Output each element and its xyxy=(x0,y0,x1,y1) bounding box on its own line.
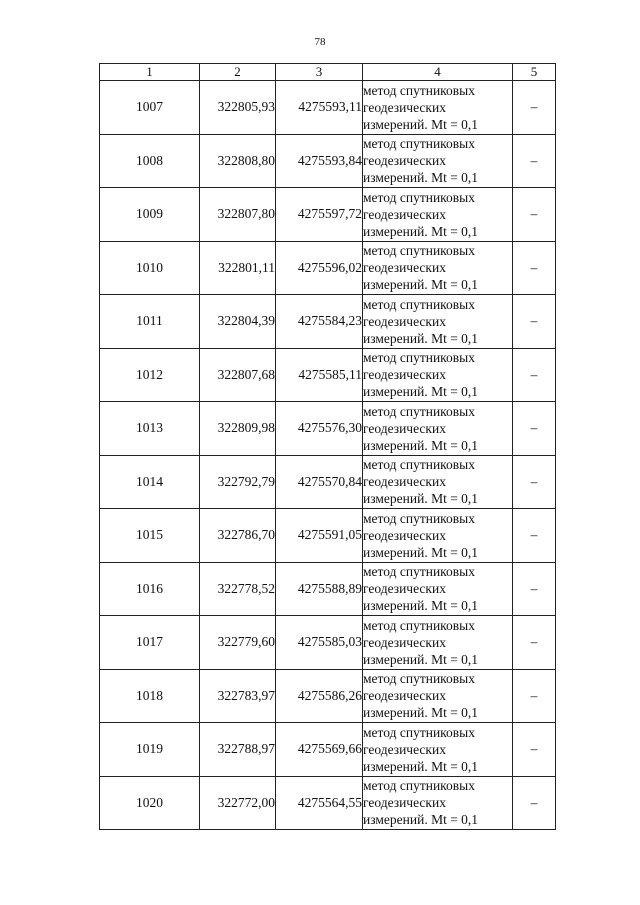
y-coordinate-cell: 4275586,26 xyxy=(276,669,363,723)
method-line: измерений. Mt = 0,1 xyxy=(363,170,479,186)
table-row xyxy=(100,348,556,402)
y-coordinate-cell: 4275588,89 xyxy=(276,562,363,616)
point-number-cell: 1019 xyxy=(100,723,200,777)
method-line: измерений. Mt = 0,1 xyxy=(363,437,479,453)
method-line: геодезических xyxy=(363,99,446,115)
method-line: геодезических xyxy=(363,153,446,169)
x-coordinate-cell: 322801,11 xyxy=(200,241,276,295)
point-number-cell: 1012 xyxy=(100,348,200,402)
x-coordinate-cell: 322788,97 xyxy=(200,723,276,777)
method-line: метод спутниковых xyxy=(363,350,475,366)
method-cell xyxy=(363,134,513,188)
method-line: метод спутниковых xyxy=(363,457,475,473)
method-line: метод спутниковых xyxy=(363,778,475,794)
note-cell: – xyxy=(513,134,556,188)
table-row xyxy=(100,562,556,616)
y-coordinate-cell: 4275569,66 xyxy=(276,723,363,777)
table-row xyxy=(100,776,556,830)
note-cell: – xyxy=(513,295,556,349)
method-line: измерений. Mt = 0,1 xyxy=(363,491,479,507)
method-cell xyxy=(363,348,513,402)
method-line: метод спутниковых xyxy=(363,82,475,98)
coordinates-table xyxy=(99,63,556,830)
method-line: геодезических xyxy=(363,741,446,757)
point-number-cell: 1008 xyxy=(100,134,200,188)
point-number-cell: 1014 xyxy=(100,455,200,509)
x-coordinate-cell: 322804,39 xyxy=(200,295,276,349)
method-line: метод спутниковых xyxy=(363,243,475,259)
method-line: геодезических xyxy=(363,581,446,597)
method-line: геодезических xyxy=(363,634,446,650)
point-number-cell: 1017 xyxy=(100,616,200,670)
header-col-1: 1 xyxy=(100,64,200,81)
method-line: геодезических xyxy=(363,313,446,329)
y-coordinate-cell: 4275576,30 xyxy=(276,402,363,456)
method-cell xyxy=(363,241,513,295)
x-coordinate-cell: 322805,93 xyxy=(200,81,276,135)
method-cell xyxy=(363,188,513,242)
table-row xyxy=(100,295,556,349)
table-header-row xyxy=(100,64,556,81)
note-cell: – xyxy=(513,81,556,135)
header-col-2: 2 xyxy=(200,64,276,81)
method-cell xyxy=(363,616,513,670)
y-coordinate-cell: 4275585,03 xyxy=(276,616,363,670)
y-coordinate-cell: 4275570,84 xyxy=(276,455,363,509)
method-line: измерений. Mt = 0,1 xyxy=(363,116,479,132)
method-line: метод спутниковых xyxy=(363,671,475,687)
method-line: измерений. Mt = 0,1 xyxy=(363,598,479,614)
note-cell: – xyxy=(513,616,556,670)
method-line: метод спутниковых xyxy=(363,510,475,526)
header-col-3: 3 xyxy=(276,64,363,81)
method-cell xyxy=(363,455,513,509)
point-number-cell: 1009 xyxy=(100,188,200,242)
method-line: метод спутниковых xyxy=(363,189,475,205)
x-coordinate-cell: 322772,00 xyxy=(200,776,276,830)
x-coordinate-cell: 322807,68 xyxy=(200,348,276,402)
note-cell: – xyxy=(513,188,556,242)
note-cell: – xyxy=(513,723,556,777)
table-row xyxy=(100,669,556,723)
table-body xyxy=(100,81,556,830)
table-row xyxy=(100,402,556,456)
method-line: метод спутниковых xyxy=(363,617,475,633)
x-coordinate-cell: 322783,97 xyxy=(200,669,276,723)
note-cell: – xyxy=(513,455,556,509)
method-line: измерений. Mt = 0,1 xyxy=(363,330,479,346)
method-line: метод спутниковых xyxy=(363,564,475,580)
method-line: измерений. Mt = 0,1 xyxy=(363,277,479,293)
method-line: метод спутниковых xyxy=(363,403,475,419)
method-line: измерений. Mt = 0,1 xyxy=(363,758,479,774)
method-line: измерений. Mt = 0,1 xyxy=(363,384,479,400)
method-line: измерений. Mt = 0,1 xyxy=(363,223,479,239)
note-cell: – xyxy=(513,509,556,563)
x-coordinate-cell: 322807,80 xyxy=(200,188,276,242)
method-line: геодезических xyxy=(363,527,446,543)
note-cell: – xyxy=(513,669,556,723)
x-coordinate-cell: 322809,98 xyxy=(200,402,276,456)
table-row xyxy=(100,81,556,135)
y-coordinate-cell: 4275585,11 xyxy=(276,348,363,402)
y-coordinate-cell: 4275584,23 xyxy=(276,295,363,349)
method-cell xyxy=(363,669,513,723)
x-coordinate-cell: 322778,52 xyxy=(200,562,276,616)
method-line: геодезических xyxy=(363,260,446,276)
note-cell: – xyxy=(513,241,556,295)
point-number-cell: 1018 xyxy=(100,669,200,723)
point-number-cell: 1020 xyxy=(100,776,200,830)
method-cell xyxy=(363,562,513,616)
point-number-cell: 1007 xyxy=(100,81,200,135)
note-cell: – xyxy=(513,562,556,616)
method-line: геодезических xyxy=(363,206,446,222)
point-number-cell: 1013 xyxy=(100,402,200,456)
point-number-cell: 1015 xyxy=(100,509,200,563)
method-cell xyxy=(363,776,513,830)
header-col-4: 4 xyxy=(363,64,513,81)
method-line: метод спутниковых xyxy=(363,724,475,740)
point-number-cell: 1010 xyxy=(100,241,200,295)
table-row xyxy=(100,723,556,777)
y-coordinate-cell: 4275591,05 xyxy=(276,509,363,563)
method-cell xyxy=(363,81,513,135)
note-cell: – xyxy=(513,402,556,456)
method-line: измерений. Mt = 0,1 xyxy=(363,812,479,828)
note-cell: – xyxy=(513,348,556,402)
method-line: метод спутниковых xyxy=(363,296,475,312)
table-row xyxy=(100,188,556,242)
x-coordinate-cell: 322792,79 xyxy=(200,455,276,509)
point-number-cell: 1011 xyxy=(100,295,200,349)
table-row xyxy=(100,241,556,295)
method-cell xyxy=(363,402,513,456)
x-coordinate-cell: 322786,70 xyxy=(200,509,276,563)
method-line: измерений. Mt = 0,1 xyxy=(363,651,479,667)
x-coordinate-cell: 322808,80 xyxy=(200,134,276,188)
method-line: геодезических xyxy=(363,474,446,490)
method-line: геодезических xyxy=(363,367,446,383)
method-line: измерений. Mt = 0,1 xyxy=(363,544,479,560)
page-number: 78 xyxy=(314,36,326,48)
method-line: геодезических xyxy=(363,420,446,436)
y-coordinate-cell: 4275597,72 xyxy=(276,188,363,242)
y-coordinate-cell: 4275593,84 xyxy=(276,134,363,188)
header-col-5: 5 xyxy=(513,64,556,81)
table-row xyxy=(100,134,556,188)
method-cell xyxy=(363,723,513,777)
method-line: метод спутниковых xyxy=(363,136,475,152)
method-line: геодезических xyxy=(363,795,446,811)
method-line: геодезических xyxy=(363,688,446,704)
method-cell xyxy=(363,509,513,563)
note-cell: – xyxy=(513,776,556,830)
y-coordinate-cell: 4275564,55 xyxy=(276,776,363,830)
x-coordinate-cell: 322779,60 xyxy=(200,616,276,670)
method-line: измерений. Mt = 0,1 xyxy=(363,705,479,721)
y-coordinate-cell: 4275596,02 xyxy=(276,241,363,295)
table-row xyxy=(100,616,556,670)
table-row xyxy=(100,509,556,563)
y-coordinate-cell: 4275593,11 xyxy=(276,81,363,135)
table-row xyxy=(100,455,556,509)
point-number-cell: 1016 xyxy=(100,562,200,616)
method-cell xyxy=(363,295,513,349)
